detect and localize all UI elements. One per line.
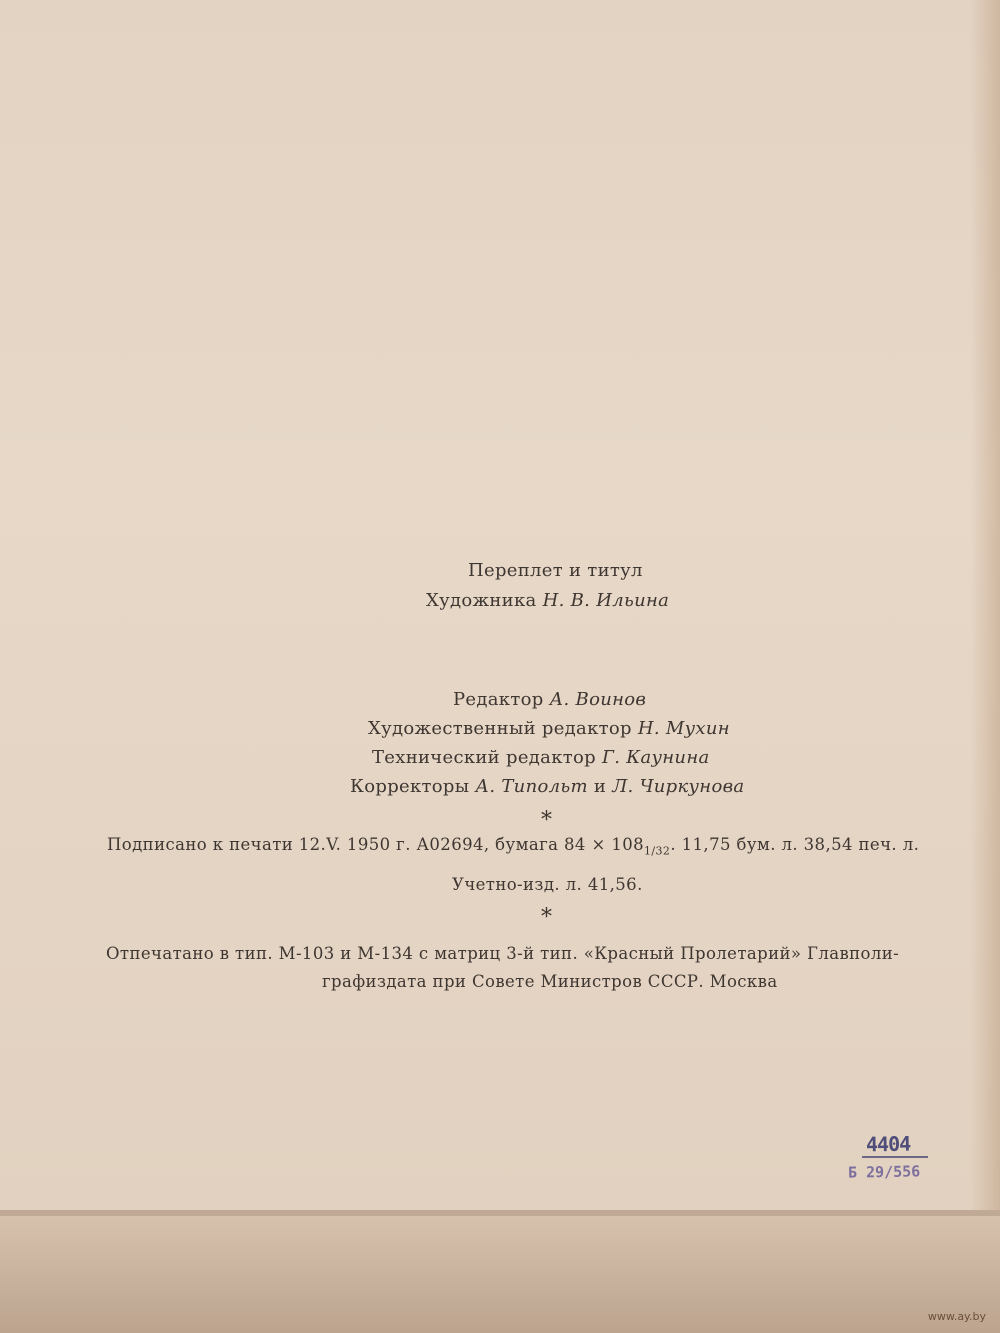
- separator-star: *: [541, 808, 552, 833]
- tech-editor-line: [372, 747, 710, 768]
- tech-editor-name: Г. Каунина: [602, 747, 710, 768]
- illustrator-label: Художника: [426, 590, 537, 611]
- editor-name: А. Воинов: [549, 689, 647, 710]
- inventory-stamp-number: 4404: [865, 1131, 911, 1157]
- print-info-main: Подписано к печати 12.V. 1950 г. А02694, бумага 84 × 108: [107, 835, 645, 854]
- art-editor-line: [368, 718, 730, 739]
- page-divider: [0, 1210, 1000, 1216]
- binding-credit-line: Переплет и титул: [468, 560, 643, 581]
- correctors-label: Корректоры: [350, 776, 470, 797]
- printer-info-line-1: Отпечатано в тип. М-103 и М-134 с матриц 3-й тип. «Красный Пролетарий» Главполи-: [106, 944, 900, 963]
- inventory-stamp-code: Б 29/556: [847, 1162, 921, 1182]
- illustrator-name: Н. В. Ильина: [542, 590, 670, 611]
- paper-format-fraction: 1/32: [644, 844, 671, 858]
- site-watermark: www.ay.by: [927, 1310, 986, 1323]
- print-info-line-1: [107, 835, 919, 857]
- editor-label: Редактор: [453, 689, 544, 710]
- print-info-line-2: Учетно-изд. л. 41,56.: [452, 875, 643, 894]
- editor-line: [453, 689, 646, 710]
- stamp-underline: [862, 1156, 928, 1158]
- printer-info-line-2: графиздата при Совете Министров СССР. Москва: [322, 972, 778, 991]
- corrector-2-name: Л. Чиркунова: [612, 776, 745, 797]
- correctors-and: и: [593, 776, 607, 797]
- corrector-1-name: А. Типольт: [475, 776, 588, 797]
- art-editor-label: Художественный редактор: [368, 718, 632, 739]
- illustrator-credit-line: [426, 590, 669, 611]
- print-info-rest: . 11,75 бум. л. 38,54 печ. л.: [670, 835, 920, 854]
- next-page-edge: [0, 1210, 1000, 1333]
- correctors-line: [350, 776, 744, 797]
- separator-star: *: [541, 905, 552, 930]
- art-editor-name: Н. Мухин: [637, 718, 730, 739]
- tech-editor-label: Технический редактор: [372, 747, 596, 768]
- page-edge: [970, 0, 1000, 1210]
